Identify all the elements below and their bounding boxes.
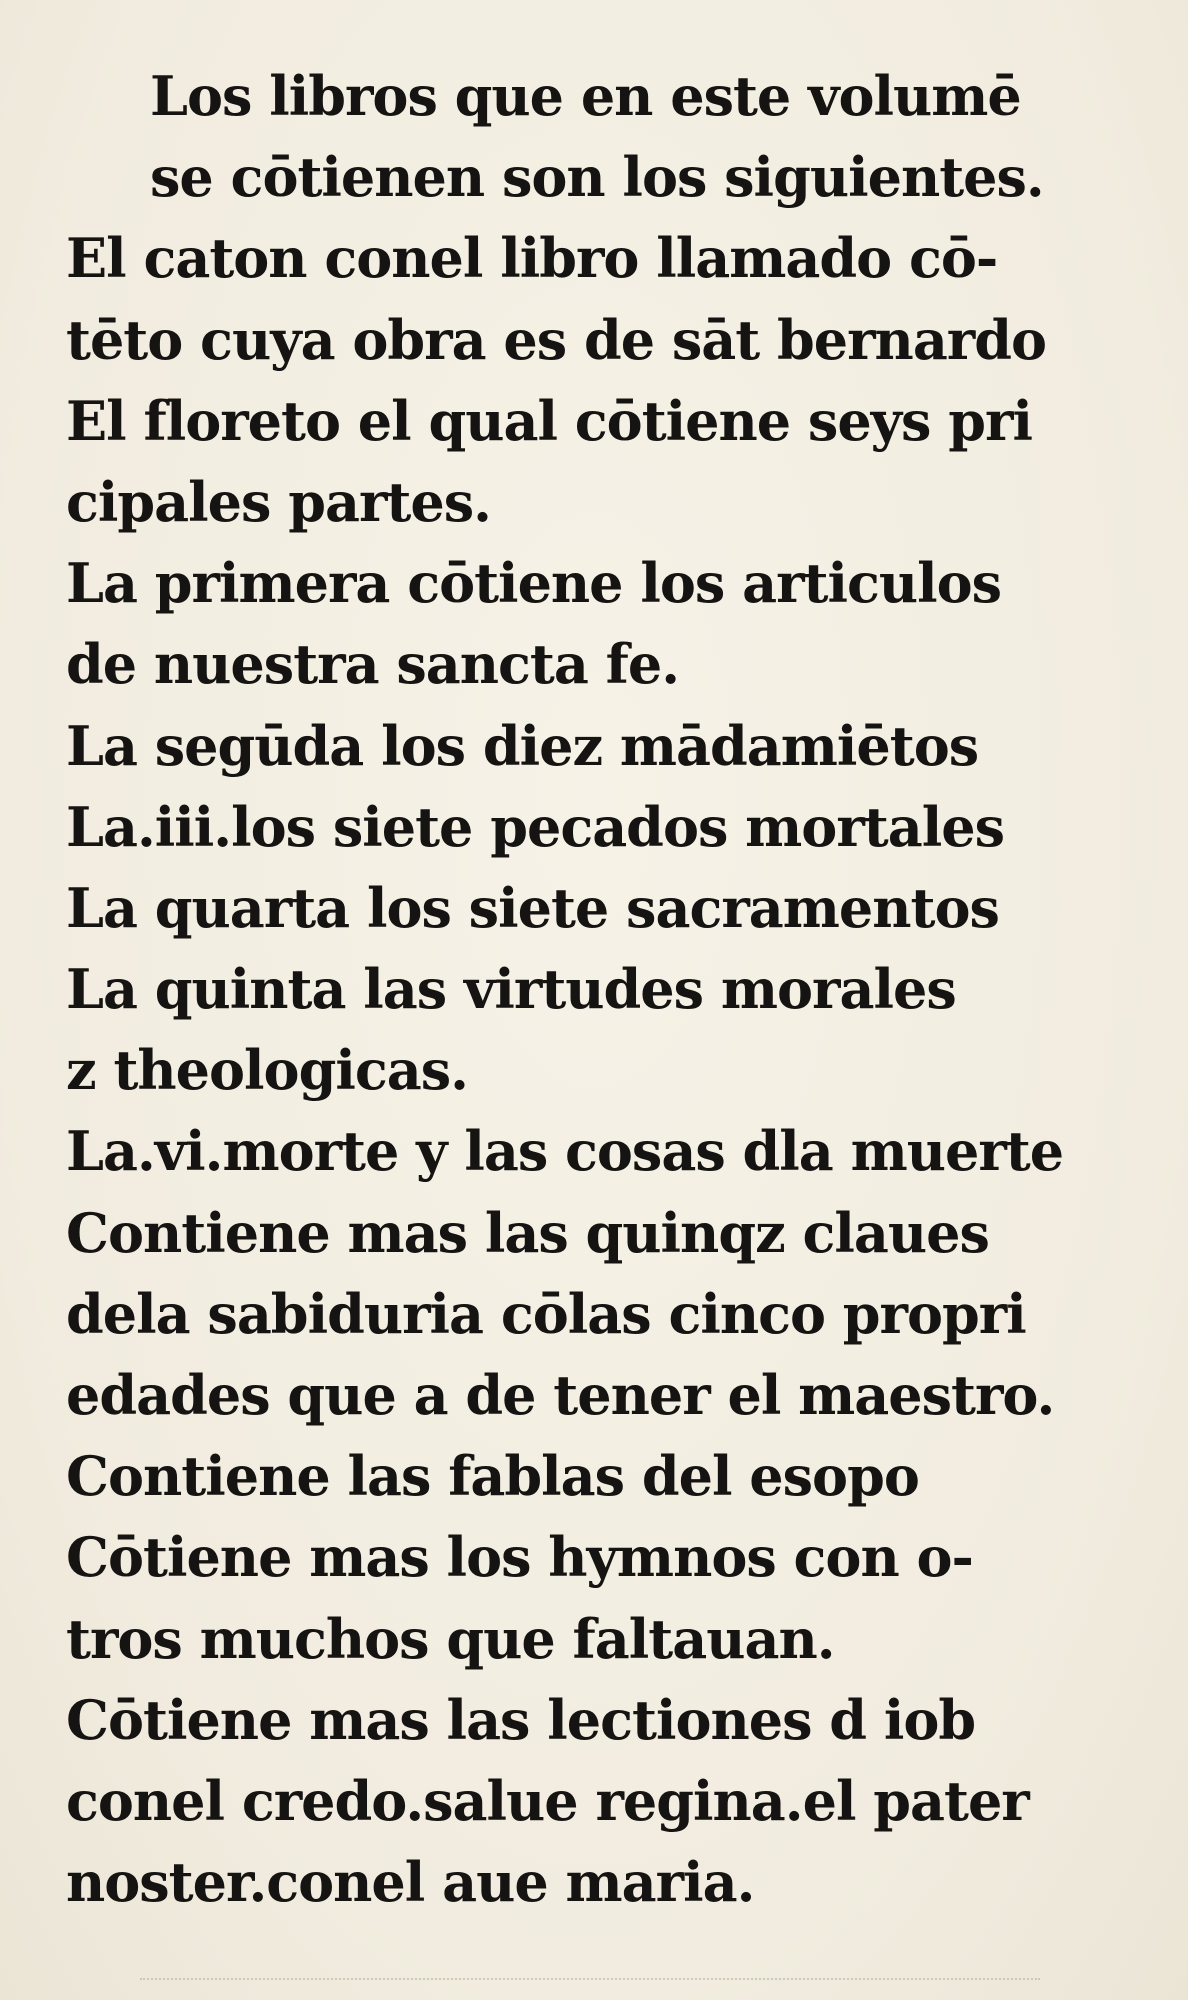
text-line: conel credo.salue regina.el pater	[66, 1768, 1029, 1833]
text-line: El floreto el qual cōtiene seys pri	[66, 388, 1032, 453]
text-line: La quinta las virtudes morales	[66, 957, 956, 1022]
text-line: tros muchos que faltauan.	[66, 1606, 835, 1671]
text-line: Los libros que en este volumē	[150, 64, 1021, 128]
text-line: La quarta los siete sacramentos	[66, 875, 999, 940]
text-line: Cōtiene mas las lectiones d iob	[66, 1687, 976, 1752]
text-line: cipales partes.	[66, 469, 491, 534]
text-line: Cōtiene mas los hymnos con o-	[66, 1525, 973, 1590]
text-line: dela sabiduria cōlas cinco propri	[66, 1281, 1026, 1346]
text-block	[66, 56, 1126, 1923]
text-line: se cōtienen son los siguientes.	[150, 145, 1044, 210]
text-line: La.vi.morte y las cosas dla muerte	[66, 1119, 1064, 1184]
text-line: Contiene mas las quinqz claues	[66, 1200, 989, 1265]
text-line: El caton conel libro llamado cō-	[66, 226, 998, 291]
text-line: La segūda los diez mādamiētos	[66, 713, 979, 778]
text-line: de nuestra sancta fe.	[66, 632, 680, 697]
page-edge-mark	[140, 1978, 1040, 1984]
text-line: La.iii.los siete pecados mortales	[66, 794, 1004, 859]
text-line: tēto cuya obra es de sāt bernardo	[66, 307, 1047, 372]
text-line: z theologicas.	[66, 1038, 468, 1103]
text-line: noster.conel aue maria.	[66, 1850, 755, 1915]
text-line: Contiene las fablas del esopo	[66, 1444, 919, 1509]
text-line: edades que a de tener el maestro.	[66, 1363, 1055, 1427]
text-line: La primera cōtiene los articulos	[66, 551, 1002, 616]
